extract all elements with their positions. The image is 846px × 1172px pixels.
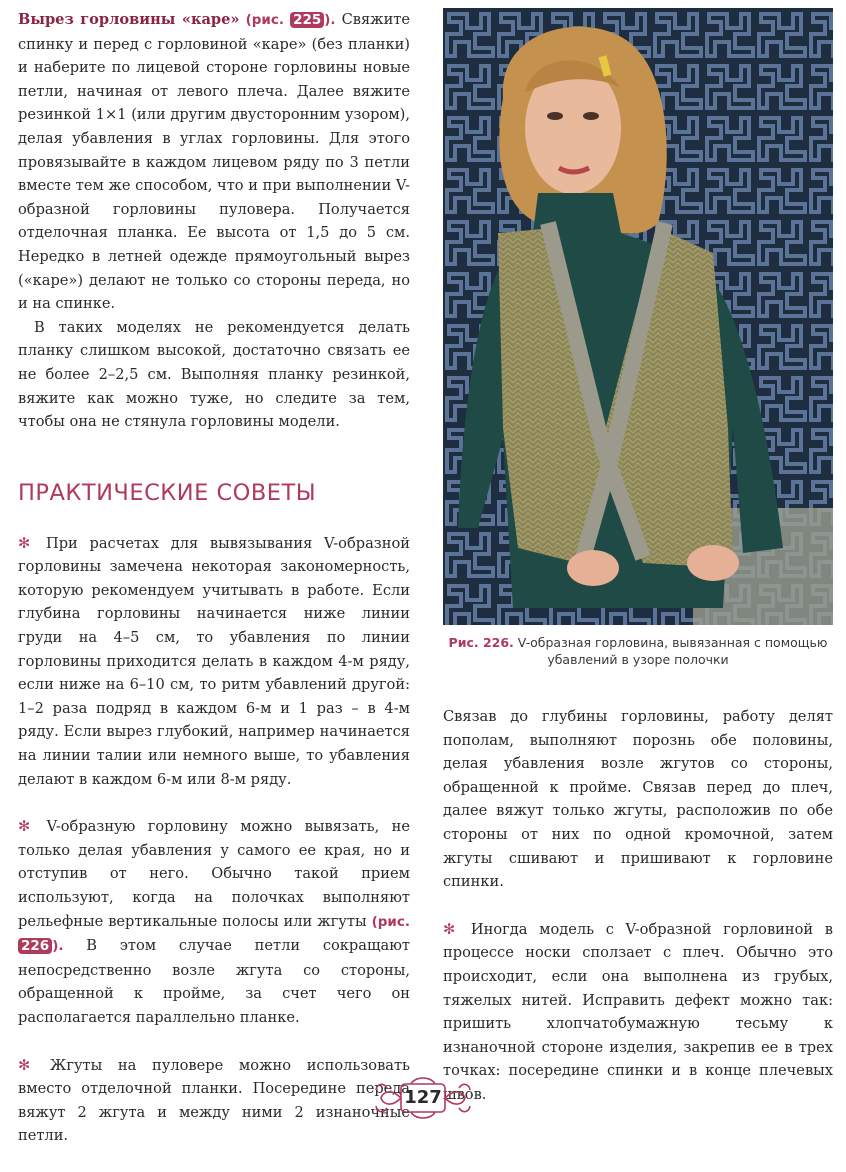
right-column [443, 705, 833, 1131]
left-column [18, 8, 410, 1172]
kare-title: Вырез горловины «каре» [18, 11, 240, 28]
paragraph-kare [18, 8, 410, 316]
photo-illustration [443, 8, 833, 625]
caption-label: Рис. 226. [448, 635, 514, 650]
tip-2: ✻ V-образную горловину можно вывязать, не только делая убавления у самого ее края, но и отступив от него. Обычно такой прием используют, когда на полочках выполняют рельефные вертикальные полосы или жгуты (рис. 226 ). В этом случае петли сокращают непосредственно возле жгута со стороны, обращенной к пройме, за счет чего он располагается параллельно планке. [18, 818, 411, 1026]
paragraph-split: Связав до глубины горловины, работу делят пополам, выполняют порознь обе половины, делая убавления возле жгутов со стороны, обращенной к пройме. Связав перед до плеч, далее вяжут только жгуты, расположив по обе стороны от них по одной кромочной, затем жгуты сшивают и пришивают к горловине спинки. [443, 708, 833, 891]
photo-figure-226 [443, 8, 833, 625]
asterisk-bullet-icon: ✻ [18, 534, 31, 552]
page-number: 127 [404, 1087, 442, 1108]
caption-text: V-образная горловина, вывязанная с помощью убавлений в узоре полочки [517, 635, 828, 667]
tip-3: ✻ Жгуты на пуловере можно использовать вместо отделочной планки. Посередине переда вяжут 2 жгута и между ними 2 изнаночные петли. [18, 1056, 410, 1145]
page-number-ornament [373, 1074, 473, 1124]
tip-1: ✻ При расчетах для вывязывания V-образной горловины замечена некоторая закономерность, которую рекомендуем учитывать в работе. Если глубина горловины начинается ниже линии груди на 4–5 см, то убавления по линии горловины приходится делать в каждом 4-м ряду, если ниже на 6–10 см, то ритм убавлений другой: 1–2 раза подряд в каждом 6-м и 1 раз – в 4-м ряду. Если вырез глубокий, например начинается на линии талии или немного выше, то убавления делают в каждом 6-м или 8-м ряду. [18, 534, 411, 788]
asterisk-bullet-icon: ✻ [443, 920, 456, 938]
asterisk-bullet-icon: ✻ [18, 1056, 31, 1074]
tip-4: ✻ Иногда модель с V-образной горловиной в процессе носки сползает с плеч. Обычно это происходит, если она выполнена из грубых, тяжелых нитей. Исправить дефект можно так: пришить хлопчатобумажную тесьму к изнаночной стороне изделия, закрепив ее в трех точках: посередине спинки и в конце плечевых швов. [443, 920, 834, 1103]
figure-ref-226[interactable]: (рис. 226 ). [18, 914, 410, 955]
section-heading: ПРАКТИЧЕСКИЕ СОВЕТЫ [18, 479, 317, 506]
figure-ref-225[interactable]: (рис. 225 ). [245, 12, 336, 28]
figure-caption [443, 634, 833, 668]
paragraph-models: В таких моделях не рекомендуется делать планку слишком высокой, достаточно связать ее не более 2–2,5 см. Выполняя планку резинкой, вяжите как можно туже, но следите за тем, чтобы она не стянула горловины модели. [18, 318, 410, 431]
kare-text: Свяжите спинку и перед с горловиной «каре» (без планки) и наберите по лицевой стороне горловины новые петли, начиная от левого плеча. Далее вяжите резинкой 1×1 (или другим двусторонним узором), делая убавления в углах горловины. Для этого провязывайте в каждом лицевом ряду по 3 петли вместе тем же способом, что и при выполнении V-образной горловины пуловера. Получается отделочная планка. Ее высота от 1,5 до 5 см. Нередко в летней одежде прямоугольный вырез («каре») делают не только со стороны переда, но и на спинке. [18, 11, 411, 313]
asterisk-bullet-icon: ✻ [18, 818, 31, 836]
